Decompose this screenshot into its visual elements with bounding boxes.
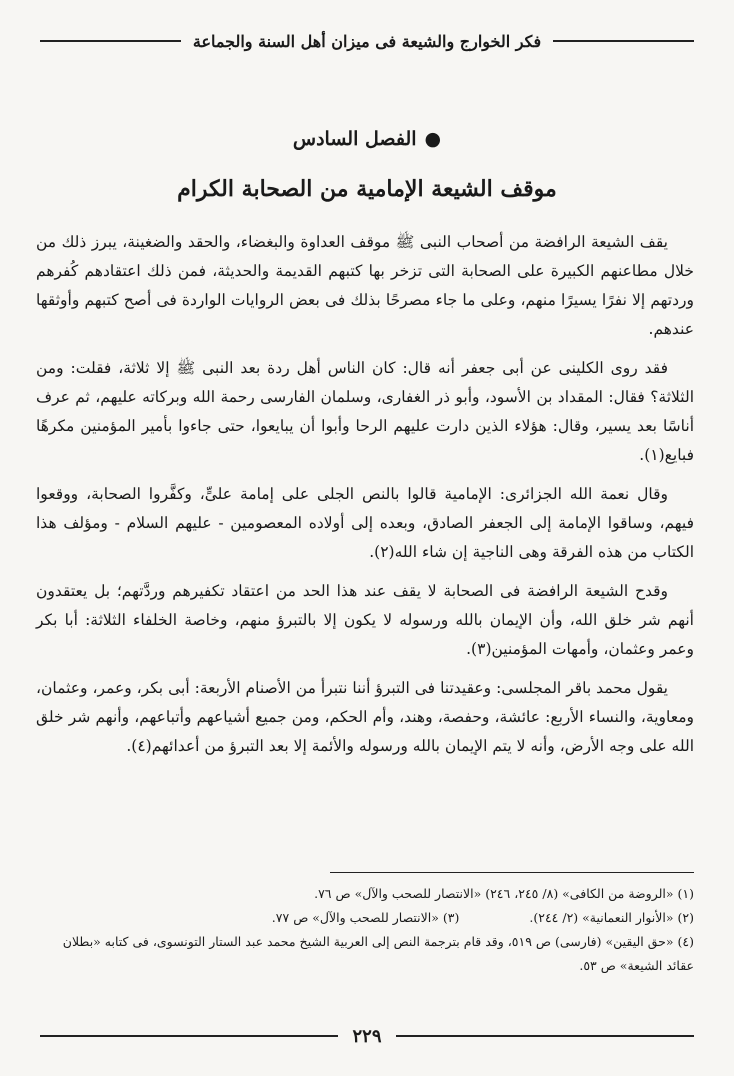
paragraph: وقدح الشيعة الرافضة فى الصحابة لا يقف عند هذا الحد من اعتقاد تكفيرهم وردَّتهم؛ بل يعتقدون أنهم شر خلق الله، وأن الإيمان بالله ورسوله لا يكون إلا بالتبرؤ منهم، وخاصة الخلفاء الثلاثة: أبا بكر وعمر وعثمان، وأمهات المؤمنين(٣). <box>36 582 694 658</box>
running-header-title: فكر الخوارج والشيعة فى ميزان أهل السنة والجماعة <box>192 31 542 51</box>
footnotes <box>36 882 694 978</box>
chapter-title: الفصل السادس <box>292 128 417 150</box>
page-footer <box>40 1026 694 1046</box>
footnote-row <box>36 906 694 930</box>
footnote-separator <box>330 872 694 873</box>
footnote: (٤) «حق اليقين» (فارسى) ص ٥١٩، وقد قام بترجمة النص إلى العربية الشيخ محمد عبد الستار التونسوى، فى كتابه «بطلان عقائد الشيعة» ص ٥٣. <box>62 934 694 973</box>
footnote: (٢) «الأنوار النعمانية» (٢/ ٢٤٤). <box>529 910 694 925</box>
section-heading: موقف الشيعة الإمامية من الصحابة الكرام <box>177 176 557 202</box>
chapter-label <box>0 128 734 150</box>
header-rule-left <box>40 40 181 42</box>
header-rule-right <box>553 40 694 42</box>
page-number: ٢٢٩ <box>352 1025 382 1047</box>
footer-rule-right <box>396 1035 695 1037</box>
paragraph: يقول محمد باقر المجلسى: وعقيدتنا فى التبرؤ أننا نتبرأ من الأصنام الأربعة: أبى بكر، وعمر، وعثمان، ومعاوية، والنساء الأربع: عائشة، وحفصة، وهند، وأم الحكم، ومن جميع أشياعهم وأتباعهم، وأنهم شر خلق الله على وجه الأرض، وأنه لا يتم الإيمان بالله ورسوله والأئمة إلا بعد التبرؤ من أعدائهم(٤). <box>36 679 694 755</box>
paragraph: وقال نعمة الله الجزائرى: الإمامية قالوا بالنص الجلى على إمامة علىٍّ، وكفَّروا الصحابة، ووقعوا فيهم، وساقوا الإمامة إلى الجعفر الصادق، وبعده إلى أولاده المعصومين - عليهم السلام - ومؤلف هذا الكتاب من هذه الفرقة وهى الناجية إن شاء الله(٢). <box>36 485 694 561</box>
footnote: (٣) «الانتصار للصحب والآل» ص ٧٧. <box>271 910 460 925</box>
bullet-icon: ● <box>424 128 442 150</box>
running-header <box>40 26 694 56</box>
footnote: (١) «الروضة من الكافى» (٨/ ٢٤٥، ٢٤٦) «الانتصار للصحب والآل» ص ٧٦. <box>314 886 694 901</box>
paragraph: فقد روى الكلينى عن أبى جعفر أنه قال: كان الناس أهل ردة بعد النبى ﷺ إلا ثلاثة، فقلت: ومن الثلاثة؟ فقال: المقداد بن الأسود، وأبو ذر الغفارى، وسلمان الفارسى رحمة الله وبركاته عليهم، ثم عرف أناسًا بعد يسير، وقال: هؤلاء الذين دارت عليهم الرحا وأبوا أن يبايعوا، حتى جاءوا بأمير المؤمنين مكرهًا فبايع(١). <box>36 359 694 464</box>
footer-rule-left <box>40 1035 339 1037</box>
body-text <box>36 228 694 771</box>
paragraph: يقف الشيعة الرافضة من أصحاب النبى ﷺ موقف العداوة والبغضاء، والحقد والضغينة، يبرز ذلك من خلال مطاعنهم الكبيرة على الصحابة التى تزخر بها كتبهم القديمة والحديثة، فمن ذلك اعتقادهم كُفرهم وردتهم إلا نفرًا يسيرًا منهم، وعلى ما جاء مصرحًا بذلك فى بعض الروايات الواردة فى أصح كتبهم وأوثقها عندهم. <box>36 233 694 338</box>
